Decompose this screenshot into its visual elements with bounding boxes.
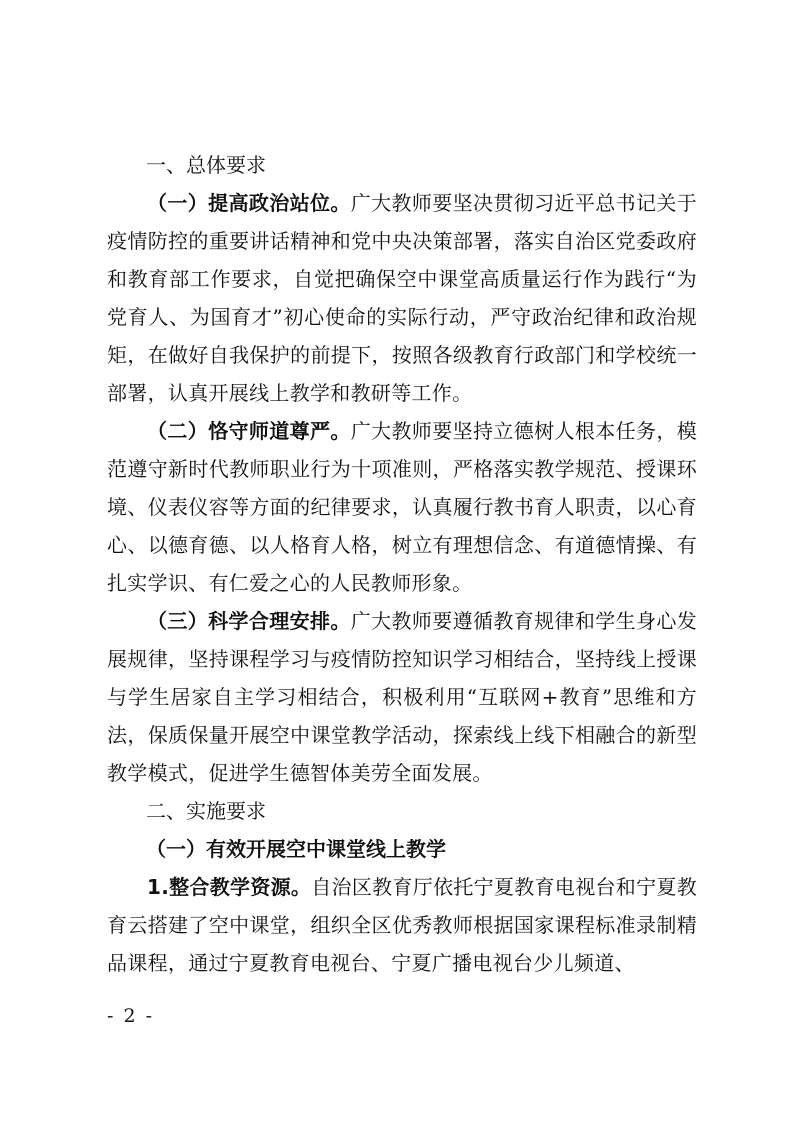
paragraph-lead: 1.整合教学资源。 [147,875,312,899]
paragraph-text: 广大教师要遵循教育规律和学生身心发展规律，坚持课程学习与疫情防控知识学习相结合，坚持线上授课与学生居家自主学习相结合，积极利用“互联网+教育”思维和方法，保质保量开展空中课堂教学活动，探索线上线下相融合的新型教学模式，促进学生德智体美劳全面发展。 [107,609,697,785]
paragraph-text: 广大教师要坚持立德树人根本任务，模范遵守新时代教师职业行为十项准则，严格落实教学规范、授课环境、仪表仪容等方面的纪律要求，认真履行教书育人职责，以心育心、以德育德、以人格育人格，树立有理想信念、有道德情操、有扎实学识、有仁爱之心的人民教师形象。 [107,419,697,595]
paragraph-political-stance [107,184,697,412]
paragraph-text: 广大教师要坚决贯彻习近平总书记关于疫情防控的重要讲话精神和党中央决策部署，落实自治区党委政府和教育部工作要求，自觉把确保空中课堂高质量运行作为践行“为党育人、为国育才”初心使命的实际行动，严守政治纪律和政治规矩，在做好自我保护的前提下，按照各级教育行政部门和学校统一部署，认真开展线上教学和教研等工作。 [107,191,697,405]
paragraph-integrate-resources [107,868,697,982]
paragraph-scientific-arrangement [107,602,697,792]
paragraph-teacher-dignity [107,412,697,602]
subsection-heading-air-classroom: （一）有效开展空中课堂线上教学 [146,837,446,861]
paragraph-lead: （一）提高政治站位。 [147,191,351,215]
page-number: - 2 - [107,1005,155,1027]
document-body [107,146,697,982]
paragraph-lead: （二）恪守师道尊严。 [147,419,351,443]
paragraph-text: 自治区教育厅依托宁夏教育电视台和宁夏教育云搭建了空中课堂，组织全区优秀教师根据国家课程标准录制精品课程，通过宁夏教育电视台、宁夏广播电视台少儿频道、 [107,875,698,975]
section-heading-overall-requirements: 一、总体要求 [146,153,266,177]
section-heading-implementation-requirements: 二、实施要求 [146,799,266,823]
paragraph-lead: （三）科学合理安排。 [147,609,351,633]
